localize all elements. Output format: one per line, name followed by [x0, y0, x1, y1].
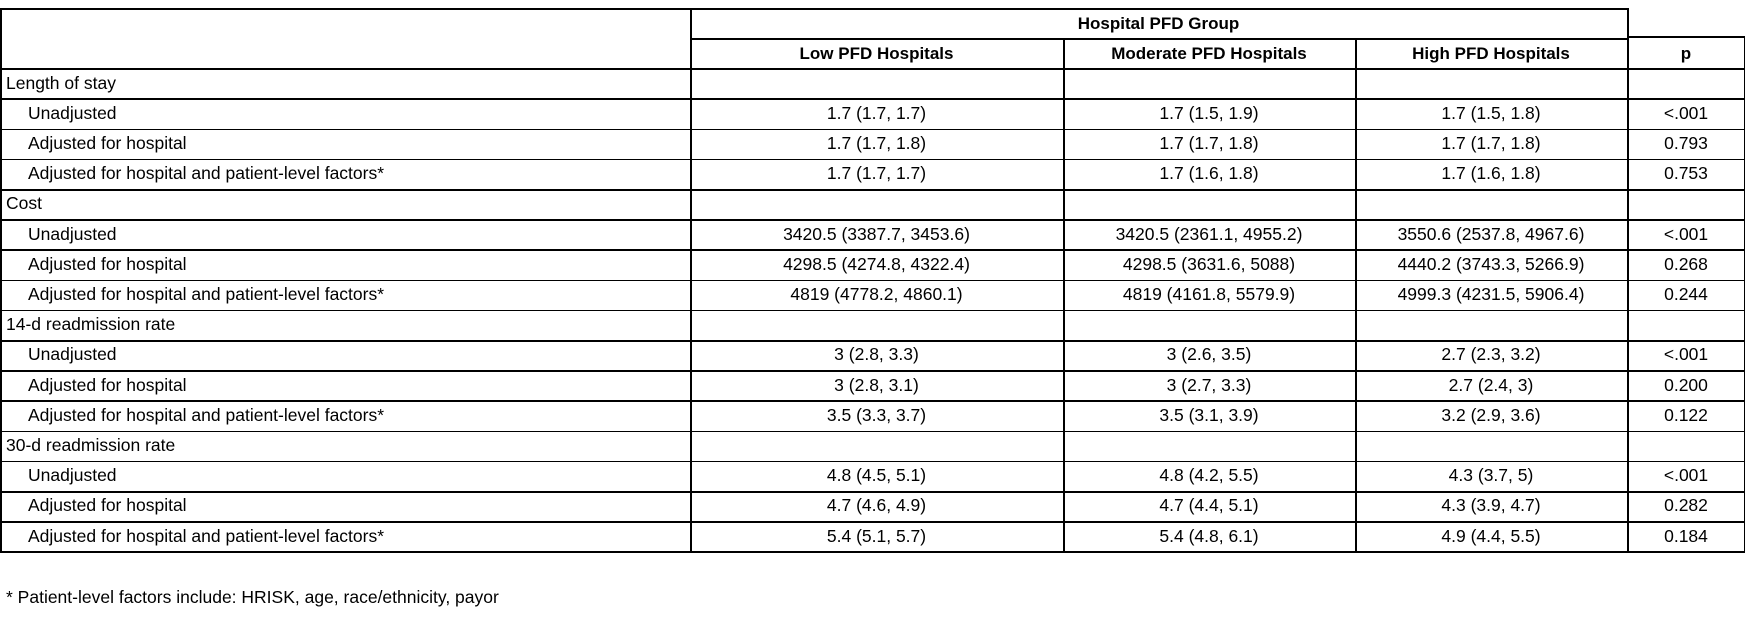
row-border — [0, 461, 1745, 463]
p-value-cell: <.001 — [1663, 344, 1709, 365]
row-border — [0, 280, 1745, 282]
value-cell: 1.7 (1.7, 1.7) — [826, 163, 927, 184]
p-value-cell: <.001 — [1663, 102, 1709, 123]
value-cell: 4.3 (3.9, 4.7) — [1441, 495, 1541, 516]
row-label: Adjusted for hospital — [28, 253, 187, 274]
column-border — [1355, 38, 1357, 552]
value-cell: 3550.6 (2537.8, 4967.6) — [1397, 223, 1585, 244]
value-cell: 1.7 (1.6, 1.8) — [1441, 163, 1541, 184]
column-border — [690, 8, 692, 552]
row-border — [0, 310, 1745, 312]
value-cell: 5.4 (5.1, 5.7) — [826, 525, 927, 546]
column-border — [1063, 38, 1065, 552]
row-border — [0, 159, 1745, 161]
row-border — [0, 219, 1745, 221]
p-value-cell: <.001 — [1663, 223, 1709, 244]
p-value-cell: 0.200 — [1664, 374, 1708, 395]
row-label: Unadjusted — [28, 465, 117, 486]
value-cell: 3 (2.8, 3.3) — [834, 344, 919, 365]
p-header-top-border — [1627, 36, 1745, 38]
row-border — [0, 98, 1745, 100]
p-value-cell: 0.753 — [1664, 163, 1708, 184]
value-cell: 1.7 (1.5, 1.8) — [1441, 102, 1541, 123]
value-cell: 1.7 (1.6, 1.8) — [1159, 163, 1259, 184]
value-cell: 4.7 (4.4, 5.1) — [1159, 495, 1259, 516]
value-cell: 1.7 (1.5, 1.9) — [1159, 102, 1259, 123]
column-header: p — [1680, 43, 1692, 63]
row-border — [0, 521, 1745, 523]
value-cell: 5.4 (4.8, 6.1) — [1159, 525, 1259, 546]
section-label: Cost — [6, 193, 42, 214]
row-label: Unadjusted — [28, 102, 117, 123]
row-border — [0, 400, 1745, 402]
value-cell: 4440.2 (3743.3, 5266.9) — [1397, 253, 1585, 274]
value-cell: 4819 (4161.8, 5579.9) — [1122, 283, 1296, 304]
value-cell: 4.3 (3.7, 5) — [1448, 465, 1534, 486]
p-value-cell: 0.122 — [1664, 404, 1708, 425]
column-header: High PFD Hospitals — [1412, 43, 1570, 63]
value-cell: 3.2 (2.9, 3.6) — [1441, 404, 1541, 425]
table-top-border — [0, 8, 1628, 10]
value-cell: 1.7 (1.7, 1.7) — [826, 102, 927, 123]
group-header-bottom-border — [690, 38, 1627, 40]
value-cell: 3420.5 (2361.1, 4955.2) — [1115, 223, 1303, 244]
group-header: Hospital PFD Group — [1077, 13, 1240, 33]
column-header: Moderate PFD Hospitals — [1111, 43, 1307, 63]
row-label: Adjusted for hospital and patient-level factors* — [28, 163, 385, 184]
row-label: Adjusted for hospital — [28, 132, 187, 153]
table-footnote: * Patient-level factors include: HRISK, age, race/ethnicity, payor — [6, 587, 499, 607]
row-border — [0, 551, 1745, 553]
section-label: 14-d readmission rate — [6, 314, 176, 335]
table-left-border — [0, 8, 2, 551]
row-label: Adjusted for hospital — [28, 374, 187, 395]
value-cell: 3.5 (3.1, 3.9) — [1159, 404, 1259, 425]
value-cell: 3420.5 (3387.7, 3453.6) — [783, 223, 970, 244]
value-cell: 3 (2.7, 3.3) — [1166, 374, 1252, 395]
value-cell: 4.8 (4.5, 5.1) — [826, 465, 927, 486]
value-cell: 4.7 (4.6, 4.9) — [826, 495, 927, 516]
row-border — [0, 340, 1745, 342]
value-cell: 1.7 (1.7, 1.8) — [1159, 132, 1259, 153]
row-border — [0, 249, 1745, 251]
row-label: Unadjusted — [28, 344, 117, 365]
value-cell: 4.9 (4.4, 5.5) — [1441, 525, 1541, 546]
value-cell: 4298.5 (4274.8, 4322.4) — [783, 253, 970, 274]
p-value-cell: 0.282 — [1664, 495, 1708, 516]
p-value-cell: 0.184 — [1664, 525, 1708, 546]
value-cell: 4298.5 (3631.6, 5088) — [1122, 253, 1296, 274]
section-label: 30-d readmission rate — [6, 434, 176, 455]
row-border — [0, 68, 1745, 70]
row-label: Adjusted for hospital and patient-level factors* — [28, 404, 385, 425]
value-cell: 2.7 (2.4, 3) — [1448, 374, 1534, 395]
row-border — [0, 370, 1745, 372]
value-cell: 3.5 (3.3, 3.7) — [826, 404, 927, 425]
row-label: Adjusted for hospital and patient-level factors* — [28, 283, 385, 304]
row-border — [0, 431, 1745, 433]
column-border — [1627, 8, 1629, 552]
value-cell: 2.7 (2.3, 3.2) — [1441, 344, 1541, 365]
column-header: Low PFD Hospitals — [799, 43, 954, 63]
row-border — [0, 129, 1745, 131]
row-border — [0, 491, 1745, 493]
value-cell: 3 (2.8, 3.1) — [834, 374, 919, 395]
value-cell: 4999.3 (4231.5, 5906.4) — [1397, 283, 1585, 304]
value-cell: 4819 (4778.2, 4860.1) — [790, 283, 963, 304]
value-cell: 3 (2.6, 3.5) — [1166, 344, 1252, 365]
value-cell: 1.7 (1.7, 1.8) — [1441, 132, 1541, 153]
section-label: Length of stay — [6, 72, 116, 93]
row-label: Adjusted for hospital — [28, 495, 187, 516]
p-value-cell: 0.268 — [1664, 253, 1708, 274]
row-border — [0, 189, 1745, 191]
row-label: Adjusted for hospital and patient-level factors* — [28, 525, 385, 546]
value-cell: 4.8 (4.2, 5.5) — [1159, 465, 1259, 486]
row-label: Unadjusted — [28, 223, 117, 244]
p-value-cell: 0.793 — [1664, 132, 1708, 153]
value-cell: 1.7 (1.7, 1.8) — [826, 132, 927, 153]
p-value-cell: <.001 — [1663, 465, 1709, 486]
p-value-cell: 0.244 — [1664, 283, 1708, 304]
